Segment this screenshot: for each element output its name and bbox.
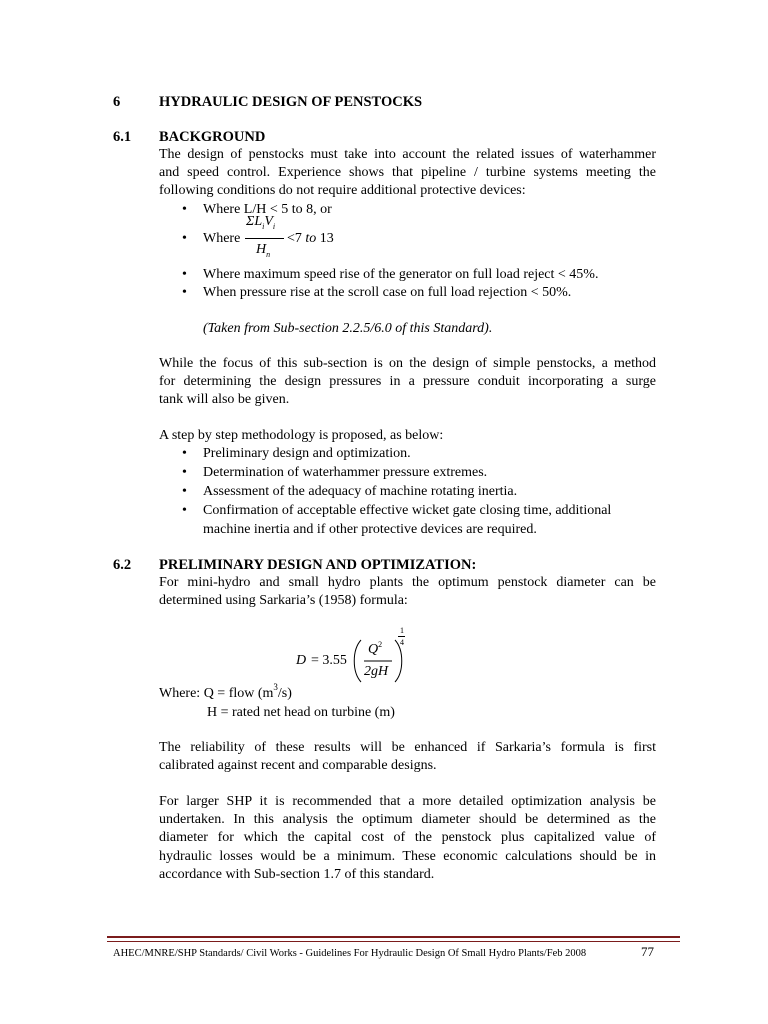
formula-to: to bbox=[305, 231, 317, 246]
formula-sum-l: ΣL bbox=[246, 214, 263, 229]
larger-shp-paragraph bbox=[159, 793, 656, 884]
formula-numerator bbox=[246, 213, 275, 231]
footer-text: AHEC/MNRE/SHP Standards/ Civil Works - Guidelines For Hydraulic Design Of Small Hydro Plants/Feb 2008 bbox=[113, 948, 587, 959]
reliability-paragraph bbox=[159, 739, 656, 775]
bullet-icon: • bbox=[182, 446, 187, 461]
paragraph-line: While the focus of this sub-section is on the design of simple penstocks, a method bbox=[159, 356, 656, 371]
step-intro: A step by step methodology is proposed, as below: bbox=[159, 428, 444, 443]
formula-denominator bbox=[256, 241, 270, 259]
paragraph-line: diameter for which the capital cost of the penstock plus capitalized value of bbox=[159, 830, 656, 846]
page-number: 77 bbox=[641, 944, 654, 959]
bullet-icon: • bbox=[182, 202, 187, 217]
optimization-intro bbox=[159, 574, 656, 610]
paragraph-line: following conditions do not require additional protective devices: bbox=[159, 183, 526, 199]
bullet-continuation: machine inertia and if other protective devices are required. bbox=[203, 522, 537, 537]
formula-exponent-num: 1 bbox=[400, 626, 404, 635]
fraction-bar bbox=[245, 238, 284, 239]
where-q-unit: /s) bbox=[277, 686, 292, 701]
formula-denominator-2gh: 2gH bbox=[364, 664, 389, 679]
formula-exponent-den: 4 bbox=[400, 638, 404, 647]
footer-rule-thin bbox=[107, 941, 680, 942]
paragraph-line: determined using Sarkaria’s (1958) formula: bbox=[159, 593, 408, 609]
bullet-text: Where maximum speed rise of the generator on full load reject < 45%. bbox=[203, 267, 599, 282]
paragraph-line: calibrated against recent and comparable designs. bbox=[159, 758, 437, 774]
bullet-icon: • bbox=[182, 231, 187, 246]
paragraph-line: and speed control. Experience shows that pipeline / turbine systems meeting the bbox=[159, 165, 656, 181]
formula-sub-i: i bbox=[262, 221, 265, 231]
formula-coefficient: = 3.55 bbox=[311, 653, 347, 668]
paragraph-line: For larger SHP it is recommended that a more detailed optimization analysis be bbox=[159, 794, 656, 809]
paragraph-line: undertaken. In this analysis the optimum diameter should be determined as the bbox=[159, 812, 656, 828]
bullet-text: Assessment of the adequacy of machine rotating inertia. bbox=[203, 484, 518, 499]
formula-rhs bbox=[287, 230, 334, 248]
paragraph-line: hydraulic losses would be a minimum. These economic calculations should be in bbox=[159, 848, 656, 864]
bullet-icon: • bbox=[182, 484, 187, 499]
formula-lt: <7 bbox=[287, 231, 302, 246]
bullet-text: Determination of waterhammer pressure extremes. bbox=[203, 465, 488, 480]
section-6-title: HYDRAULIC DESIGN OF PENSTOCKS bbox=[159, 94, 423, 110]
formula-h: H bbox=[256, 242, 267, 257]
paragraph-line: for determining the design pressures in a pressure conduit incorporating a surge bbox=[159, 374, 656, 390]
bullet-text: When pressure rise at the scroll case on full load rejection < 50%. bbox=[203, 285, 572, 300]
paragraph-line: tank will also be given. bbox=[159, 392, 290, 408]
paragraph-line: The reliability of these results will be enhanced if Sarkaria’s formula is first bbox=[159, 740, 656, 755]
section-6-2-number: 6.2 bbox=[113, 557, 132, 573]
background-paragraph bbox=[159, 146, 656, 201]
bullet-icon: • bbox=[182, 267, 187, 282]
bullet-text: Where bbox=[203, 231, 241, 246]
bullet-text: Confirmation of acceptable effective wicket gate closing time, additional bbox=[203, 503, 612, 518]
where-q-definition bbox=[159, 682, 292, 703]
footer-rule-thick bbox=[107, 936, 680, 938]
formula-sub-i: i bbox=[272, 221, 276, 231]
bullet-text: Where L/H < 5 to 8, or bbox=[203, 202, 332, 217]
formula-value: 13 bbox=[319, 231, 334, 246]
section-6-2-title: PRELIMINARY DESIGN AND OPTIMIZATION: bbox=[159, 557, 477, 573]
focus-paragraph bbox=[159, 355, 656, 410]
bullet-icon: • bbox=[182, 285, 187, 300]
formula-sub-n: n bbox=[266, 249, 271, 259]
formula-v: V bbox=[264, 214, 273, 229]
section-6-1-number: 6.1 bbox=[113, 129, 132, 145]
section-6-number: 6 bbox=[113, 94, 121, 110]
where-h-definition: H = rated net head on turbine (m) bbox=[207, 705, 395, 720]
where-q-exponent: 3 bbox=[273, 682, 278, 693]
paragraph-line: accordance with Sub-section 1.7 of this standard. bbox=[159, 866, 435, 882]
section-6-1-title: BACKGROUND bbox=[159, 129, 266, 145]
paragraph-line: For mini-hydro and small hydro plants the optimum penstock diameter can be bbox=[159, 575, 656, 590]
formula-d: D bbox=[296, 653, 307, 668]
where-q-text: Where: Q = flow (m bbox=[159, 686, 274, 701]
bullet-icon: • bbox=[182, 465, 187, 480]
formula-numerator-q bbox=[368, 641, 382, 660]
bullet-icon: • bbox=[182, 503, 187, 518]
source-note: (Taken from Sub-section 2.2.5/6.0 of this Standard). bbox=[203, 321, 493, 336]
paragraph-line: The design of penstocks must take into account the related issues of waterhammer bbox=[159, 147, 656, 162]
bullet-text: Preliminary design and optimization. bbox=[203, 446, 411, 461]
exponent-fraction-bar bbox=[398, 636, 405, 637]
formula-q-exponent: 2 bbox=[378, 640, 383, 649]
formula-q: Q bbox=[368, 642, 379, 657]
